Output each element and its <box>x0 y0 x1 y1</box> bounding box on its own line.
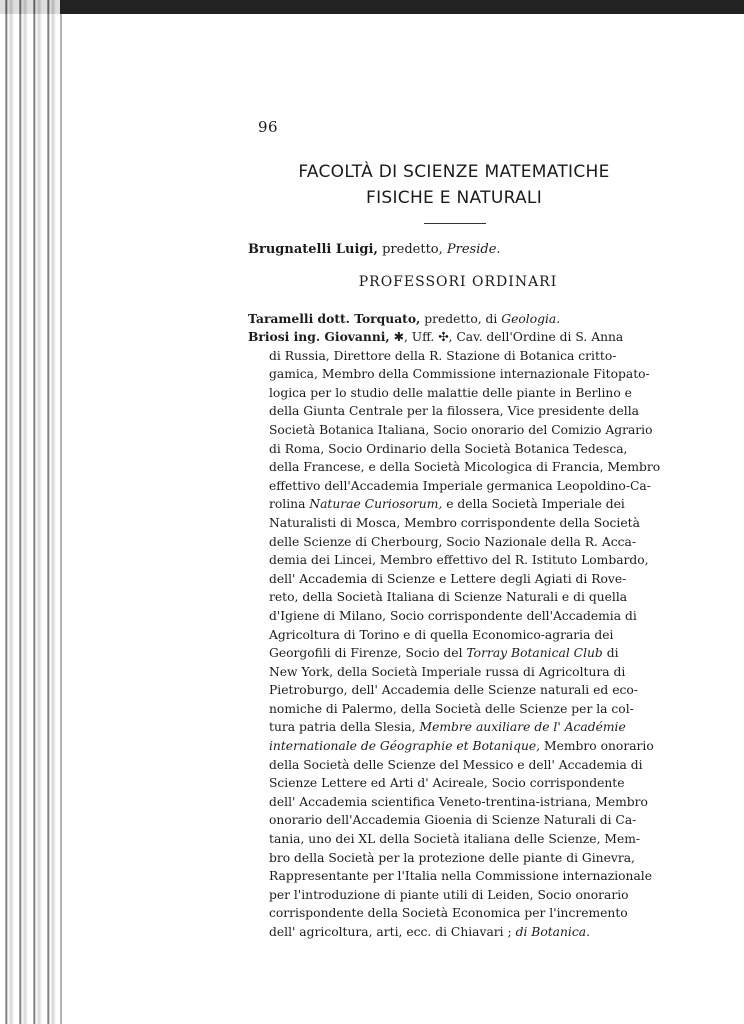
entry-text: Membro onorario <box>544 739 654 754</box>
entry-line: gamica, Membro della Commissione internazionale Fitopato- <box>269 367 650 382</box>
faculty-heading-line-2: FISICHE E NATURALI <box>365 188 543 208</box>
faculty-heading-line-1: FACOLTÀ DI SCIENZE MATEMATICHE <box>298 162 610 182</box>
professor-entry-briosi <box>248 328 668 942</box>
preside-name: Brugnatelli Luigi, <box>248 242 378 257</box>
entry-line: della Francese, e della Società Micologica di Francia, Membro <box>269 460 661 475</box>
entry-italic-text: Membre auxiliare de l' Académie <box>419 720 626 735</box>
preside-role: Preside. <box>446 242 501 257</box>
entry-line: Società Botanica Italiana, Socio onorario del Comizio Agrario <box>269 422 653 437</box>
entry-line: New York, della Società Imperiale russa di Agricoltura di <box>269 664 626 679</box>
entry-line: Rappresentante per l'Italia nella Commissione internazionale <box>269 869 652 884</box>
entry-line: d'Igiene di Milano, Socio corrispondente dell'Accademia di <box>269 608 637 623</box>
entry-text: e della Società Imperiale dei <box>446 497 625 512</box>
entry-italic-text: Torray Botanical Club <box>466 646 603 661</box>
entry-text: tura patria della Slesia, <box>269 720 416 735</box>
entry-text: ✱, Uff. ✣, Cav. dell'Ordine di S. Anna <box>393 330 624 344</box>
heading-rule <box>424 223 486 224</box>
entry-line: per l'introduzione di piante utili di Leiden, Socio onorario <box>269 887 629 902</box>
entry-line: Pietroburgo, dell' Accademia delle Scienze naturali ed eco- <box>269 683 638 698</box>
entry-text: rolina <box>269 497 306 512</box>
entry-line: della Società delle Scienze del Messico e dell' Accademia di <box>269 757 643 772</box>
entry-text: predetto, di <box>424 312 498 326</box>
scan-top-border <box>0 0 744 14</box>
entry-line: nomiche di Palermo, della Società delle Scienze per la col- <box>269 701 634 716</box>
entry-line <box>248 923 668 942</box>
preside-entry <box>248 242 501 257</box>
book-binding-edge <box>0 0 60 1024</box>
professor-entry-taramelli <box>248 310 668 329</box>
entry-line: delle Scienze di Cherbourg, Socio Nazionale della R. Acca- <box>269 534 636 549</box>
professor-name: Taramelli dott. Torquato, <box>248 311 421 326</box>
entry-line: Naturalisti di Mosca, Membro corrispondente della Società <box>269 515 640 530</box>
entry-line: effettivo dell'Accademia Imperiale germanica Leopoldino-Ca- <box>269 478 651 493</box>
professor-name: Briosi ing. Giovanni, <box>248 329 390 344</box>
entry-line: demia dei Lincei, Membro effettivo del R. Istituto Lombardo, <box>269 553 649 568</box>
entry-line: reto, della Società Italiana di Scienze Naturali e di quella <box>269 590 628 605</box>
section-title: PROFESSORI ORDINARI <box>358 274 558 290</box>
entry-text: Georgofili di Firenze, Socio del <box>269 646 463 661</box>
entry-line: tania, uno dei XL della Società italiana delle Scienze, Mem- <box>269 832 641 847</box>
entry-line: logica per lo studio delle malattie delle piante in Berlino e <box>269 385 632 400</box>
entry-line: dell' Accademia di Scienze e Lettere degli Agiati di Rove- <box>269 571 627 586</box>
entry-italic-text: internationale de Géographie et Botanique, <box>269 739 541 754</box>
entry-text: di <box>606 646 619 661</box>
entry-line <box>248 495 668 514</box>
entry-line: Agricoltura di Torino e di quella Economico-agraria dei <box>269 627 614 642</box>
preside-text: predetto, <box>382 242 443 257</box>
entry-line: di Russia, Direttore della R. Stazione di Botanica critto- <box>269 348 617 363</box>
page-number: 96 <box>258 118 279 136</box>
entry-line: Scienze Lettere ed Arti d' Acireale, Socio corrispondente <box>269 776 625 791</box>
entry-text: dell' agricoltura, arti, ecc. di Chiavari ; <box>269 925 512 939</box>
entry-line <box>248 644 668 663</box>
entry-italic-text: Naturae Curiosorum, <box>309 497 443 512</box>
entry-line: della Giunta Centrale per la filossera, Vice presidente della <box>269 404 639 419</box>
entry-line: onorario dell'Accademia Gioenia di Scienze Naturali di Ca- <box>269 813 637 828</box>
entry-line: corrispondente della Società Economica per l'incremento <box>269 906 628 921</box>
entry-line: bro della Società per la protezione delle piante di Ginevra, <box>269 850 635 865</box>
entry-line <box>248 737 668 756</box>
entry-subject: Geologia. <box>501 312 561 326</box>
page-gutter-line <box>60 14 62 1024</box>
entry-line: di Roma, Socio Ordinario della Società Botanica Tedesca, <box>269 441 628 456</box>
entry-line: dell' Accademia scientifica Veneto-trentina-istriana, Membro <box>269 794 648 809</box>
entry-subject: di Botanica. <box>515 925 590 939</box>
entry-line <box>248 718 668 737</box>
